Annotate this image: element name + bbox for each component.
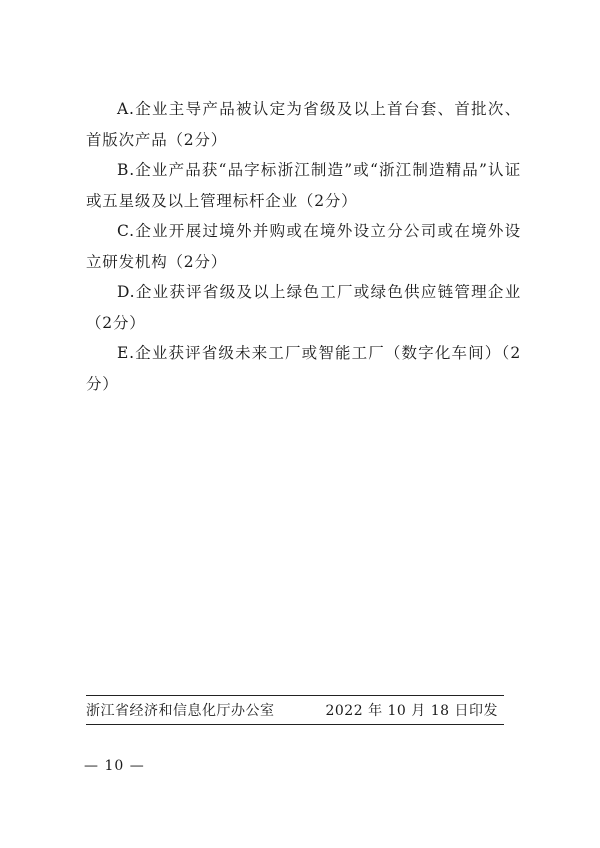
criterion-item-d: D.企业获评省级及以上绿色工厂或绿色供应链管理企业（2分） [86,283,521,332]
issuing-organization: 浙江省经济和信息化厅办公室 [86,703,275,719]
criterion-item-c: C.企业开展过境外并购或在境外设立分公司或在境外设立研发机构（2分） [86,222,521,271]
page-number: — 10 — [84,758,145,774]
criterion-item-e: E.企业获评省级未来工厂或智能工厂（数字化车间）（2分） [86,344,521,393]
document-body [86,94,521,399]
criterion-item-b: B.企业产品获“品字标浙江制造”或“浙江制造精品”认证或五星级及以上管理标杆企业（2分） [86,161,521,210]
issuance-footer [86,695,504,725]
criterion-item-a: A.企业主导产品被认定为省级及以上首台套、首批次、首版次产品（2分） [86,100,521,149]
print-date: 2022 年 10 月 18 日印发 [325,703,498,719]
